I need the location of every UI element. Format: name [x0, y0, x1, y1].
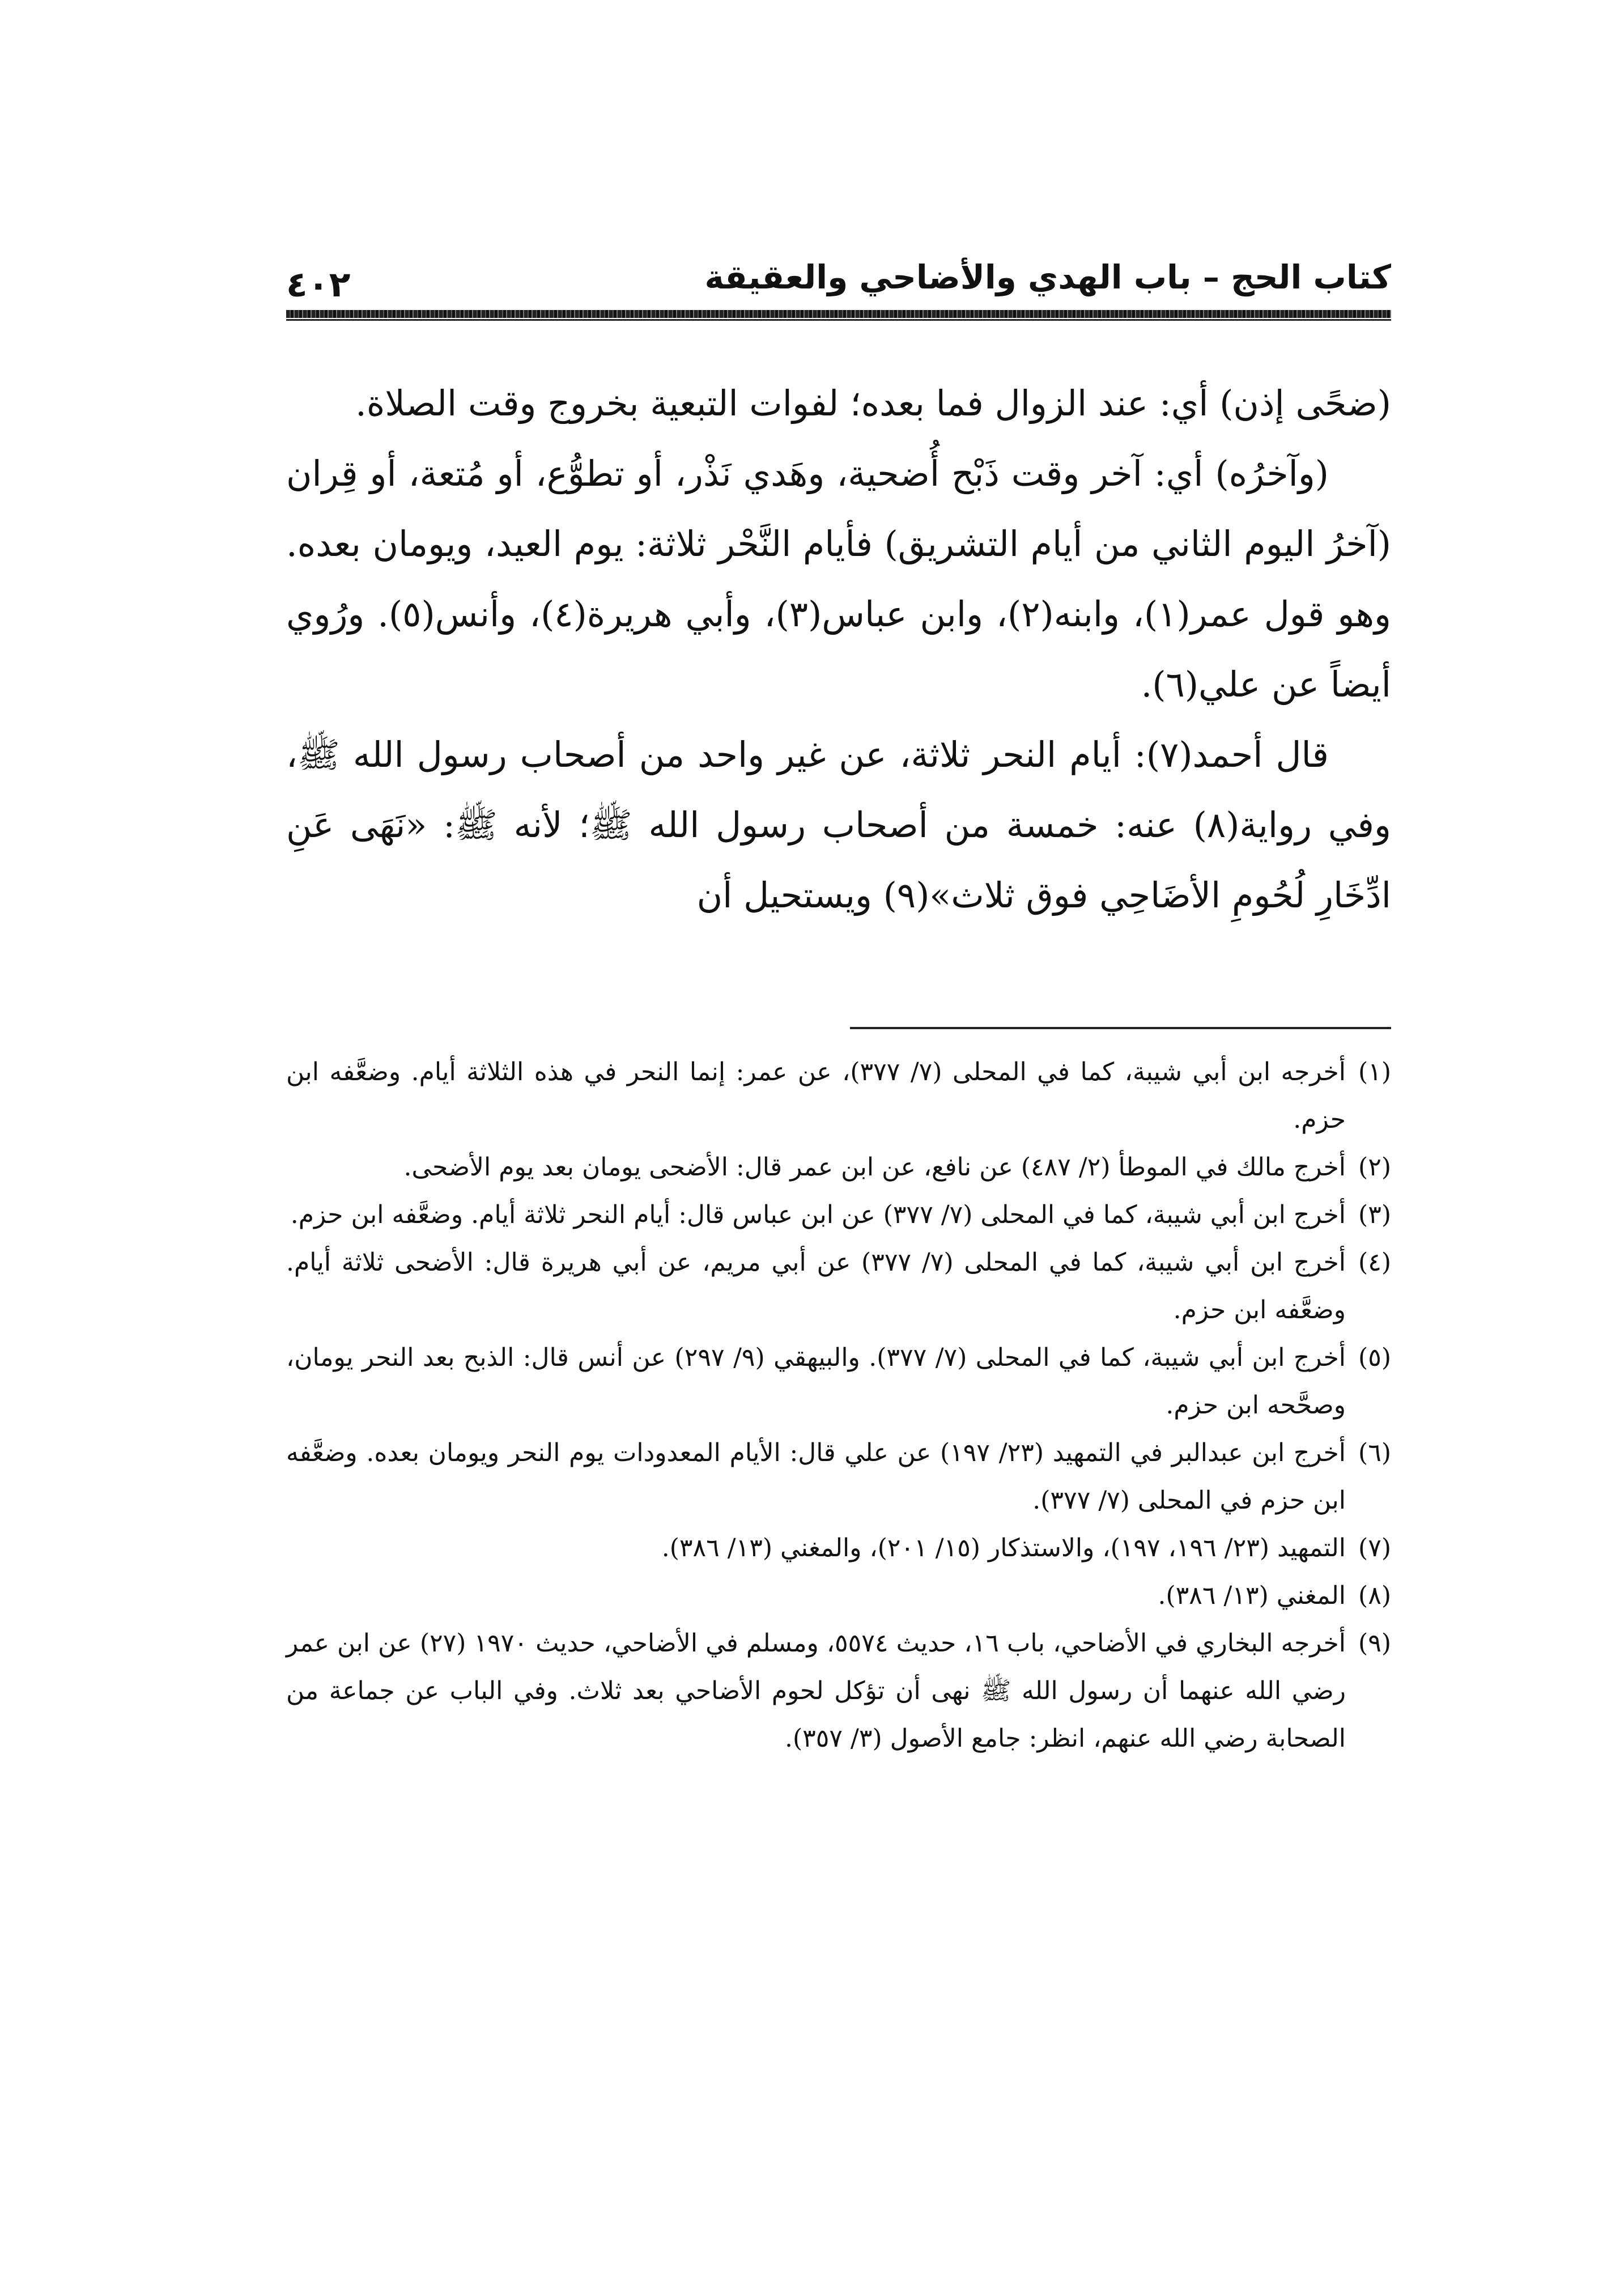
footnote	[286, 1572, 1391, 1620]
chapter-title: كتاب الحج – باب الهدي والأضاحي والعقيقة	[704, 258, 1391, 296]
paragraph: قال أحمد(٧): أيام النحر ثلاثة، عن غير واحد من أصحاب رسول الله ﷺ، وفي رواية(٨) عنه: خمسة من أصحاب رسول الله ﷺ؛ لأنه ﷺ: «نَهَى عَنِ ادِّخَارِ لُحُومِ الأضَاحِي فوق ثلاث»(٩) ويستحيل أن	[286, 734, 1391, 916]
footnote-number: (٩)	[1358, 1629, 1391, 1658]
footnote-text: التمهيد (٢٣/ ١٩٦، ١٩٧)، والاستذكار (١٥/ ٢٠١)، والمغني (١٣/ ٣٨٦).	[661, 1534, 1346, 1562]
footnote-text: أخرجه ابن أبي شيبة، كما في المحلى (٧/ ٣٧٧)، عن عمر: إنما النحر في هذه الثلاثة أيام. وضعَّفه ابن حزم.	[286, 1058, 1346, 1134]
footnote	[286, 1144, 1391, 1191]
footnotes	[286, 1048, 1391, 1763]
footnote-text: أخرج ابن أبي شيبة، كما في المحلى (٧/ ٣٧٧) عن ابن عباس قال: أيام النحر ثلاثة أيام. وضعَّفه ابن حزم.	[290, 1200, 1346, 1229]
header-rule	[286, 310, 1391, 318]
paragraph: (ضحًى إذن) أي: عند الزوال فما بعده؛ لفوات التبعية بخروج وقت الصلاة.	[355, 383, 1391, 424]
footnote-text: المغني (١٣/ ٣٨٦).	[1158, 1581, 1346, 1610]
footnote-text: أخرج ابن عبدالبر في التمهيد (٢٣/ ١٩٧) عن علي قال: الأيام المعدودات يوم النحر ويومان بعده. وضعَّفه ابن حزم في المحلى (٧/ ٣٧٧).	[286, 1438, 1346, 1515]
footnote-text: أخرج مالك في الموطأ (٢/ ٤٨٧) عن نافع، عن ابن عمر قال: الأضحى يومان بعد يوم الأضحى.	[403, 1153, 1346, 1182]
footnote	[286, 1525, 1391, 1572]
footnote-text: أخرج ابن أبي شيبة، كما في المحلى (٧/ ٣٧٧). والبيهقي (٩/ ٢٩٧) عن أنس قال: الذبح بعد النحر يومان، وصحَّحه ابن حزم.	[286, 1343, 1346, 1420]
footnote	[286, 1334, 1391, 1429]
footnote-number: (٤)	[1358, 1248, 1391, 1277]
footnote	[286, 1048, 1391, 1144]
footnote-number: (٣)	[1358, 1200, 1391, 1229]
footnote-text: أخرج ابن أبي شيبة، كما في المحلى (٧/ ٣٧٧) عن أبي مريم، عن أبي هريرة قال: الأضحى ثلاثة أيام. وضعَّفه ابن حزم.	[286, 1248, 1346, 1324]
footnote	[286, 1239, 1391, 1334]
footnote-separator	[850, 1027, 1391, 1029]
running-header	[286, 258, 1391, 320]
footnote-number: (٢)	[1358, 1153, 1391, 1182]
footnote	[286, 1429, 1391, 1525]
page-number: ٤٠٢	[286, 264, 351, 305]
footnote	[286, 1620, 1391, 1763]
footnote-number: (٦)	[1358, 1438, 1391, 1467]
main-text	[286, 368, 1391, 931]
footnote-number: (١)	[1358, 1058, 1391, 1086]
footnote-number: (٨)	[1358, 1581, 1391, 1610]
footnote-number: (٥)	[1358, 1343, 1391, 1372]
footnote-number: (٧)	[1358, 1534, 1391, 1562]
footnote-text: أخرجه البخاري في الأضاحي، باب ١٦، حديث ٥٥٧٤، ومسلم في الأضاحي، حديث ١٩٧٠ (٢٧) عن ابن عمر رضي الله عنهما أن رسول الله ﷺ نهى أن تؤكل لحوم الأضاحي بعد ثلاث. وفي الباب عن جماعة من الصحابة رضي الله عنهم، انظر: جامع الأصول (٣/ ٣٥٧).	[286, 1629, 1346, 1753]
footnote	[286, 1191, 1391, 1239]
paragraph: (وآخرُه) أي: آخر وقت ذَبْح أُضحية، وهَدي نَذْر، أو تطوُّع، أو مُتعة، أو قِران (آخرُ اليوم الثاني من أيام التشريق) فأيام النَّحْر ثلاثة: يوم العيد، ويومان بعده. وهو قول عمر(١)، وابنه(٢)، وابن عباس(٣)، وأبي هريرة(٤)، وأنس(٥). ورُوي أيضاً عن علي(٦).	[286, 453, 1391, 705]
